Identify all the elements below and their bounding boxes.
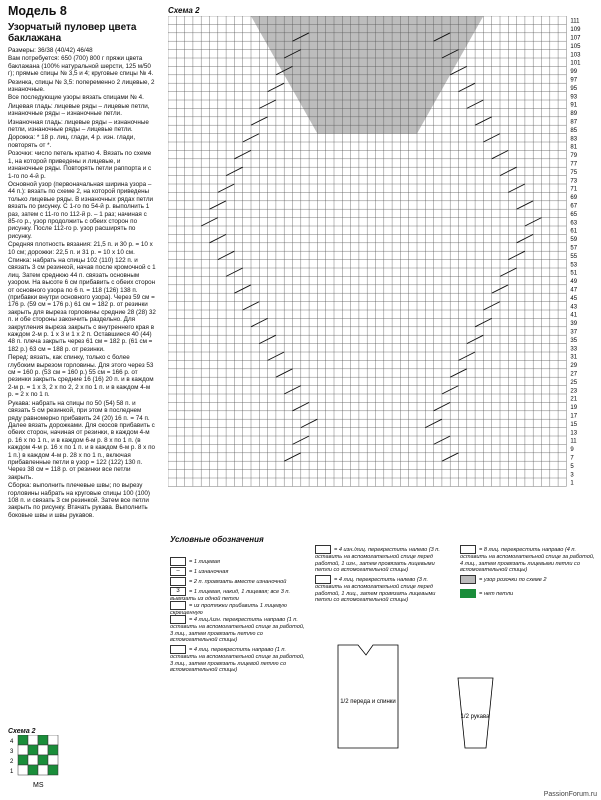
- row-number: 101: [570, 60, 581, 67]
- row-number: 79: [570, 153, 578, 160]
- row-number: 75: [570, 169, 578, 176]
- instruction-paragraph: Средняя плотность вязания: 21,5 п. и 30 р. = 10 х 10 см; дорожки: 22,5 п. и 31 р. = 10 х 10 см.: [8, 241, 153, 256]
- small-chart-cell: [18, 765, 28, 775]
- row-number: 99: [570, 69, 578, 76]
- small-row-number: 2: [10, 759, 14, 765]
- row-number: 3: [570, 472, 574, 479]
- small-chart-cell: [28, 755, 38, 765]
- legend-item: [460, 545, 595, 574]
- front-back-outline: [338, 645, 398, 748]
- small-chart-cell: [18, 745, 28, 755]
- legend-symbol-icon: [315, 575, 331, 584]
- instruction-paragraph: Основной узор (первоначальная ширина узора – 44 п.): вязать по схеме 2, на которой приведены только лицевые ряды. В изнаночных рядах петли вязать по рисунку. С 1-го по 54-й р. выполнить 1 раз, затем с 11-го по 112-й р. – 1 раз; начиная с 85-го р., узор продолжить с обеих сторон по рисунку. После 112-го р. узор расширять по рисунку.: [8, 180, 154, 240]
- row-number: 57: [570, 245, 578, 252]
- row-number: 63: [570, 220, 578, 227]
- watermark: PassionForum.ru: [543, 791, 597, 798]
- row-number: 71: [570, 186, 578, 193]
- row-number: 23: [570, 388, 578, 395]
- row-number: 51: [570, 270, 578, 277]
- instruction-paragraph: Вам потребуется: 650 (700) 800 г пряжи цвета баклажана (100% натуральной шерсти, 125 м/50 г); прямые спицы № 3,5 и 4; круговые спицы № 4.: [8, 55, 154, 78]
- legend-symbol-icon: [460, 575, 476, 584]
- row-number: 7: [570, 455, 574, 462]
- legend-symbol-icon: [460, 545, 476, 554]
- row-number: 87: [570, 119, 578, 126]
- small-row-number: 1: [10, 769, 14, 775]
- row-number: 89: [570, 111, 578, 118]
- knitting-chart: [168, 16, 593, 496]
- row-number: 39: [570, 321, 578, 328]
- row-number: 73: [570, 178, 578, 185]
- instruction-paragraph: Размеры: 36/38 (40/42) 46/48: [8, 47, 93, 54]
- legend-text: = 2 п. провязать вместе изнаночной: [189, 578, 287, 585]
- row-number: 61: [570, 228, 578, 235]
- row-number: 21: [570, 396, 578, 403]
- row-number: 83: [570, 136, 578, 143]
- row-number: 29: [570, 363, 578, 370]
- small-chart-title: Схема 2: [8, 728, 36, 735]
- small-chart-cell: [38, 755, 48, 765]
- model-subtitle: Узорчатый пуловер цвета баклажана: [8, 22, 137, 44]
- row-number: 45: [570, 295, 578, 302]
- legend-symbol-icon: –: [170, 567, 186, 576]
- row-number: 65: [570, 211, 578, 218]
- instruction-paragraph: Рукава: набрать на спицы по 50 (54) 58 п. и связать 5 см резинкой, при этом в последнем ряду равномерно прибавить 24 (20) 16 п. = 74 п. Далее вязать дорожками. Для скосов прибавить с обеих сторон, начиная от резинки, в каждом 4-м р. 16 х по 1 п., и в каждом 6-м р. 8 х по 1 п. (в каждом 4-м р. 16 х по 1 п. и в каждом 6-м р. 8 х по 1 п.) в каждом 4-м р. 28 х по 1 п., включая прибавленные петли в узор = 122 (122) 130 п. Через 38 см = 118 р. от резинки все петли закрыть.: [8, 399, 155, 481]
- legend-item: [460, 575, 595, 584]
- row-number: 31: [570, 354, 578, 361]
- row-number: 91: [570, 102, 578, 109]
- front-label: 1/2 переда и спинки: [340, 699, 396, 705]
- small-chart-cell: [28, 745, 38, 755]
- legend-item: [170, 645, 305, 674]
- small-chart-cell: [18, 755, 28, 765]
- legend-symbol-icon: [170, 601, 186, 610]
- small-chart-cell: [38, 745, 48, 755]
- row-number: 93: [570, 94, 578, 101]
- legend-symbol-icon: [170, 615, 186, 624]
- legend-text: = 4 лиц. перекрестить налево (3 п. оставить на вспомогательной спице перед работой, 1 лиц., затем провязать лицевыми петли со вспомогательной спицы): [315, 576, 436, 604]
- row-number: 37: [570, 329, 578, 336]
- legend-text: = 1 лицевая, накид, 1 лицевая; все 3 п. вывязать из одной петли: [170, 588, 291, 602]
- small-chart-cell: [48, 745, 58, 755]
- instruction-paragraph: Изнаночная гладь: лицевые ряды – изнаночные петли, изнаночные ряды – лицевые петли.: [8, 118, 149, 134]
- instructions-text: [8, 47, 156, 519]
- small-chart-cell: [48, 765, 58, 775]
- legend-item: [315, 545, 450, 574]
- legend-symbol-icon: [460, 589, 476, 598]
- chart-title: Схема 2: [168, 6, 200, 15]
- small-chart-cell: [48, 735, 58, 745]
- row-number: 109: [570, 27, 581, 34]
- row-number: 53: [570, 262, 578, 269]
- model-title: Модель 8: [8, 4, 67, 18]
- row-number: 85: [570, 127, 578, 134]
- row-number: 19: [570, 405, 578, 412]
- sleeve-label: 1/2 рукава: [460, 714, 490, 720]
- small-row-number: 3: [10, 749, 14, 755]
- row-number: 33: [570, 346, 578, 353]
- legend-text: = 4 лиц. перекрестить направо (1 п. оставить на вспомогательной спице за работой, 3 лиц., затем провязать лицевой петлю со вспомогательной спицы): [170, 646, 305, 674]
- row-number: 35: [570, 337, 578, 344]
- legend-text: = 1 изнаночная: [189, 568, 229, 575]
- instruction-paragraph: Лицевая гладь: лицевые ряды – лицевые петли, изнаночные ряды – изнаночные петли.: [8, 102, 150, 118]
- garment-pattern: [318, 633, 518, 763]
- small-chart-cell: [18, 735, 28, 745]
- legend-symbol-icon: 3: [170, 587, 186, 596]
- row-number: 95: [570, 85, 578, 92]
- legend-item: [170, 557, 310, 566]
- row-number: 97: [570, 77, 578, 84]
- row-number: 105: [570, 43, 581, 50]
- row-number: 43: [570, 304, 578, 311]
- legend-item: [460, 589, 595, 598]
- legend-text: = 8 лиц. перекрестить направо (4 п. оставить на вспомогательной спице за работой, 4 лиц., затем провязать лицевыми петли со вспомогательной спицы): [460, 546, 595, 574]
- row-number: 5: [570, 463, 574, 470]
- instruction-paragraph: Все последующие узоры вязать спицами № 4.: [8, 94, 144, 102]
- row-number: 15: [570, 421, 578, 428]
- legend-symbol-icon: [170, 557, 186, 566]
- legend-item: [170, 615, 305, 644]
- small-chart-cell: [28, 735, 38, 745]
- small-chart-cell: [28, 765, 38, 775]
- legend-item: [315, 575, 450, 604]
- row-number: 11: [570, 438, 577, 445]
- row-number: 77: [570, 161, 578, 168]
- instruction-paragraph: Розочки: число петель кратно 4. Вязать по схеме 1, на которой приведены и лицевые, и изнаночные ряды. Повторять петли раппорта и с 1-го по 4-й р.: [8, 150, 152, 180]
- legend-item: [170, 567, 310, 576]
- row-number: 67: [570, 203, 578, 210]
- row-number: 69: [570, 195, 578, 202]
- instructions-column: [8, 4, 156, 520]
- small-chart: [8, 728, 88, 795]
- legend-text: = из протяжки прибавить 1 лицевую скрещенную: [170, 602, 287, 616]
- row-number: 103: [570, 52, 581, 59]
- small-row-number: 4: [10, 739, 14, 745]
- row-number: 107: [570, 35, 581, 42]
- legend-item: [170, 577, 310, 586]
- ms-label: MS: [33, 782, 44, 789]
- legend-text: = 1 лицевая: [189, 558, 220, 565]
- row-number: 47: [570, 287, 578, 294]
- legend-text: = узор розочки по схеме 2: [479, 576, 547, 583]
- legend-symbol-icon: [315, 545, 331, 554]
- legend-text: = нет петли: [479, 590, 514, 597]
- row-number: 17: [570, 413, 578, 420]
- legend-text: = 4 лиц./изн. перекрестить направо (1 п. оставить на вспомогательной спице за работой, 3 лиц., затем провязать петлю со вспомогательной спицы): [170, 616, 305, 644]
- row-number: 81: [570, 144, 578, 151]
- small-chart-cell: [38, 765, 48, 775]
- row-number: 55: [570, 253, 578, 260]
- row-number: 1: [570, 480, 574, 487]
- instruction-paragraph: Дорожка: * 18 р. лиц. глади, 4 р. изн. глади, повторять от *.: [8, 134, 136, 149]
- small-chart-cell: [38, 735, 48, 745]
- row-number: 27: [570, 371, 578, 378]
- row-number: 13: [570, 430, 578, 437]
- row-number: 25: [570, 379, 578, 386]
- instruction-paragraph: Резинка, спицы № 3,5: попеременно 2 лицевые, 2 изнаночные.: [8, 78, 155, 94]
- row-number: 59: [570, 237, 578, 244]
- small-chart-grid: [8, 735, 88, 790]
- sleeve-outline: [458, 678, 493, 748]
- legend-symbol-icon: [170, 577, 186, 586]
- instruction-paragraph: Перед: вязать, как спинку, только с более глубоким вырезом горловины. Для этого через 53 см = 160 р. (53 см = 160 р.) 55 см = 166 р. от резинки закрыть средние 16 (16) 20 п. и в каждом 2-м р. = 1 х 3, 2 х по 2, 2 х по 1 п. и в каждом 4-м р. = 2 х по 1 п.: [8, 354, 154, 399]
- row-number: 9: [570, 447, 574, 454]
- instruction-paragraph: Сборка: выполнить плечевые швы; по вырезу горловины набрать на круговые спицы 100 (100) 108 п. и связать 3 см резинкой. Затем все петли закрыть по рисунку. Втачать рукава. Выполнить боковые швы и швы рукавов.: [8, 482, 150, 519]
- legend-symbol-icon: [170, 645, 186, 654]
- row-number: 49: [570, 279, 578, 286]
- row-number: 111: [570, 18, 580, 25]
- legend-text: = 4 изн./лиц. перекрестить налево (3 п. оставить на вспомогательной спице перед работой, 1 изн., затем провязать лицевыми петли со вспомогательной спицы): [315, 546, 440, 574]
- small-chart-cell: [48, 755, 58, 765]
- row-number: 41: [570, 312, 578, 319]
- legend-title: Условные обозначения: [170, 535, 264, 544]
- instruction-paragraph: Спинка: набрать на спицы 102 (110) 122 п. и связать 3 см резинкой, начав после кромочной с 1 лиц. Затем среднюю 44 п. связать основным узором. На высоте 6 см прибавить с обеих сторон от основного узора по 6 п. = 118 (126) 138 п. (прибавки внутри основного узора). Через 59 см = 176 р. (59 см = 176 р.) 61 см = 182 р. от резинки закрыть для выреза горловины средние 28 (28) 32 п. и обе стороны закончить раздельно. Для закругления выреза закрыть с внутреннего края в каждом 2-м р. 1 х 3 и 1 х 2 п. Оставшиеся 40 (44) 48 п. плеча закрыть через 61 см = 182 р. (61 см = 182 р.) 63 см = 188 р. от резинки.: [8, 256, 156, 353]
